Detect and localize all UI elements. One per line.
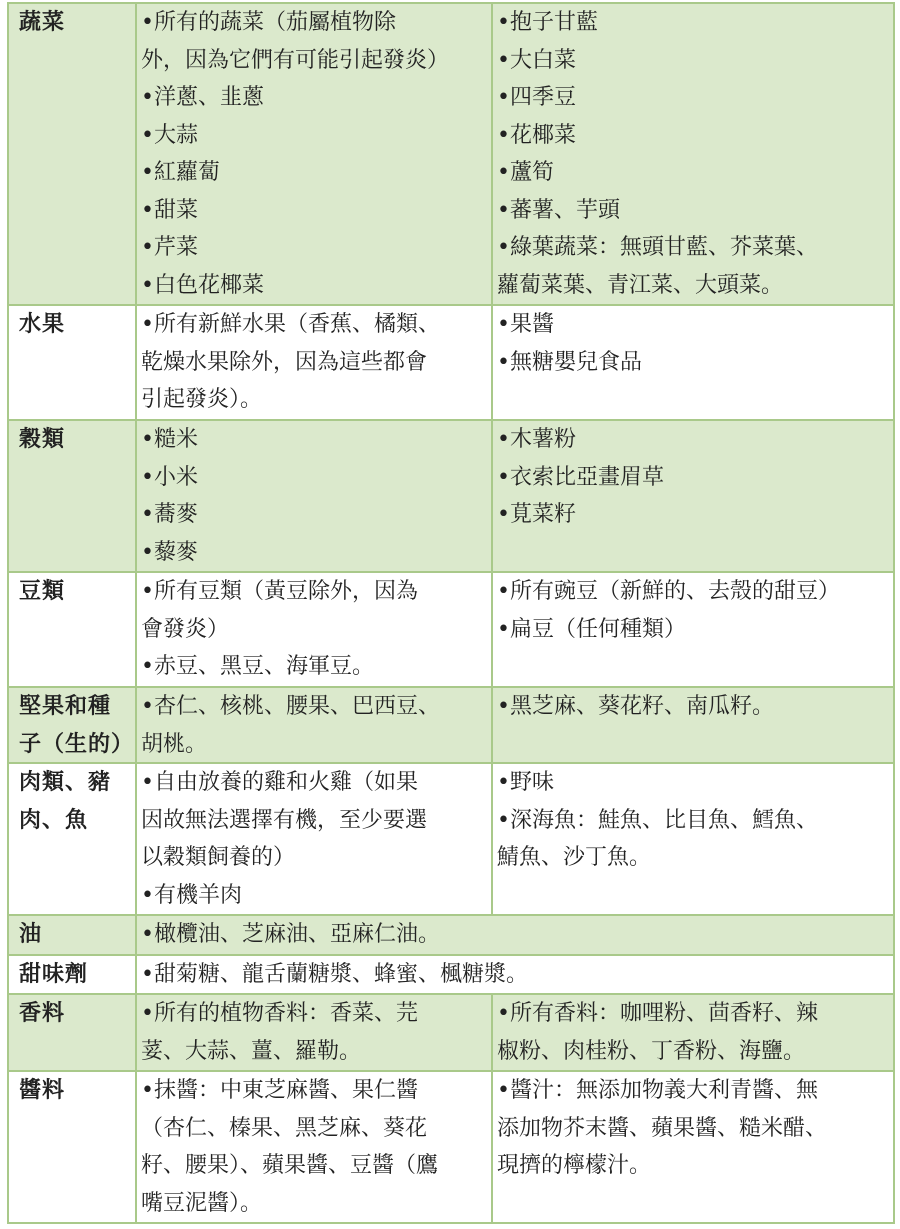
item-line: •花椰菜 <box>497 122 576 148</box>
item-line: •所有香料：咖哩粉、茴香籽、辣 <box>497 1001 818 1026</box>
items-cell-right <box>492 572 894 687</box>
category-line: 子（生的） <box>19 731 135 757</box>
item-line: •洋蔥、韭蔥 <box>141 85 264 110</box>
items-cell-right <box>492 687 894 764</box>
item-line: •醬汁：無添加物義大利青醬、無 <box>497 1078 818 1103</box>
item-line: 因故無法選擇有機，至少要選 <box>141 807 428 833</box>
item-line: •赤豆、黑豆、海軍豆。 <box>141 654 374 679</box>
food-table-2 <box>7 762 895 1224</box>
item-line: •紅蘿蔔 <box>141 160 220 185</box>
items-cell-right <box>492 763 894 915</box>
item-line: •木薯粉 <box>497 427 576 452</box>
item-line: 現擠的檸檬汁。 <box>497 1153 652 1178</box>
item-line: •所有豌豆（新鮮的、去殼的甜豆） <box>497 579 840 604</box>
item-line: •杏仁、核桃、腰果、巴西豆、 <box>141 694 440 719</box>
items-cell-left <box>136 1071 492 1223</box>
item-line: •芹菜 <box>141 235 198 260</box>
item-line: •抱子甘藍 <box>497 10 598 35</box>
item-line: •甜菊糖、龍舌蘭糖漿、蜂蜜、楓糖漿。 <box>141 961 528 987</box>
category-cell <box>8 915 136 955</box>
item-line: •衣索比亞畫眉草 <box>497 464 664 490</box>
item-line: 籽、腰果）、蘋果醬、豆醬（鷹 <box>141 1153 439 1178</box>
category-label: 醬料 <box>19 1078 66 1103</box>
item-line: •蕎麥 <box>141 502 198 527</box>
item-line: •所有新鮮水果（香蕉、橘類、 <box>141 312 440 337</box>
item-line: 椒粉、肉桂粉、丁香粉、海鹽。 <box>497 1038 806 1064</box>
items-cell-right <box>492 420 894 572</box>
table-row <box>8 420 894 572</box>
item-line: •藜麥 <box>141 539 198 565</box>
category-cell <box>8 994 136 1071</box>
category-label: 蔬菜 <box>19 10 66 35</box>
category-cell <box>8 3 136 305</box>
item-line: 乾燥水果除外，因為這些都會 <box>141 349 428 375</box>
item-line: •所有的蔬菜（茄屬植物除 <box>141 10 396 35</box>
item-line: •大蒜 <box>141 122 198 148</box>
item-line: （杏仁、榛果、黑芝麻、葵花 <box>141 1115 428 1141</box>
item-line: •甜菜 <box>141 197 198 223</box>
table-row <box>8 994 894 1071</box>
item-line: •莧菜籽 <box>497 502 576 527</box>
item-line: •小米 <box>141 464 198 490</box>
category-cell <box>8 572 136 687</box>
item-line: 荽、大蒜、薑、羅勒。 <box>141 1038 362 1064</box>
item-line: •深海魚：鮭魚、比目魚、鱈魚、 <box>497 807 818 833</box>
category-label: 穀類 <box>19 427 66 452</box>
item-line: •四季豆 <box>497 85 576 110</box>
table-row <box>8 915 894 955</box>
items-cell-left <box>136 763 492 915</box>
items-cell-left <box>136 420 492 572</box>
category-label: 水果 <box>19 312 66 337</box>
table-row <box>8 955 894 995</box>
table-row <box>8 572 894 687</box>
item-line: •蕃薯、芋頭 <box>497 197 620 223</box>
items-cell-left <box>136 687 492 764</box>
category-label: 豆類 <box>19 579 66 604</box>
items-cell-left <box>136 994 492 1071</box>
table-row <box>8 687 894 764</box>
table-row <box>8 1071 894 1223</box>
item-line: •野味 <box>497 770 554 795</box>
item-line: •白色花椰菜 <box>141 272 264 298</box>
table-row <box>8 763 894 915</box>
category-line: 肉、魚 <box>19 807 89 833</box>
item-line: •蘆筍 <box>497 160 554 185</box>
items-cell-right <box>492 305 894 420</box>
category-cell <box>8 763 136 915</box>
item-line: •扁豆（任何種類） <box>497 616 686 642</box>
table-row <box>8 3 894 305</box>
category-cell <box>8 955 136 995</box>
table-row <box>8 305 894 420</box>
category-cell <box>8 420 136 572</box>
item-line: •所有的植物香料：香菜、芫 <box>141 1001 418 1026</box>
item-line: •所有豆類（黃豆除外，因為 <box>141 579 418 604</box>
item-line: 鯖魚、沙丁魚。 <box>497 845 652 870</box>
item-line: •橄欖油、芝麻油、亞麻仁油。 <box>141 922 440 947</box>
items-cell-right <box>492 3 894 305</box>
items-cell-right <box>492 994 894 1071</box>
item-line: •無糖嬰兒食品 <box>497 349 642 375</box>
items-cell <box>136 955 894 995</box>
item-line: 添加物芥末醬、蘋果醬、糙米醋、 <box>497 1115 828 1141</box>
item-line: 會發炎） <box>141 616 230 642</box>
item-line: 外，因為它們有可能引起發炎） <box>141 47 450 73</box>
item-line: •有機羊肉 <box>141 882 242 908</box>
items-cell-left <box>136 572 492 687</box>
item-line: 嘴豆泥醬）。 <box>141 1190 263 1216</box>
category-line: 堅果和種 <box>19 694 112 719</box>
category-label: 香料 <box>19 1001 66 1026</box>
item-line: •抹醬：中東芝麻醬、果仁醬 <box>141 1078 418 1103</box>
items-cell-right <box>492 1071 894 1223</box>
category-line: 肉類、豬 <box>19 770 112 795</box>
item-line: •黑芝麻、葵花籽、南瓜籽。 <box>497 694 774 719</box>
item-line: 蘿蔔菜葉、青江菜、大頭菜。 <box>497 272 784 298</box>
category-label: 甜味劑 <box>19 961 89 987</box>
item-line: 引起發炎）。 <box>141 387 263 412</box>
food-table-1 <box>7 2 895 765</box>
items-cell-left <box>136 3 492 305</box>
item-line: •自由放養的雞和火雞（如果 <box>141 770 418 795</box>
item-line: •糙米 <box>141 427 198 452</box>
category-cell <box>8 1071 136 1223</box>
category-label: 油 <box>19 922 43 947</box>
items-cell-left <box>136 305 492 420</box>
item-line: 胡桃。 <box>141 731 208 757</box>
category-cell <box>8 305 136 420</box>
category-cell <box>8 687 136 764</box>
item-line: •大白菜 <box>497 47 576 73</box>
item-line: •綠葉蔬菜：無頭甘藍、芥菜葉、 <box>497 235 818 260</box>
items-cell <box>136 915 894 955</box>
item-line: 以穀類飼養的） <box>141 845 296 870</box>
item-line: •果醬 <box>497 312 554 337</box>
